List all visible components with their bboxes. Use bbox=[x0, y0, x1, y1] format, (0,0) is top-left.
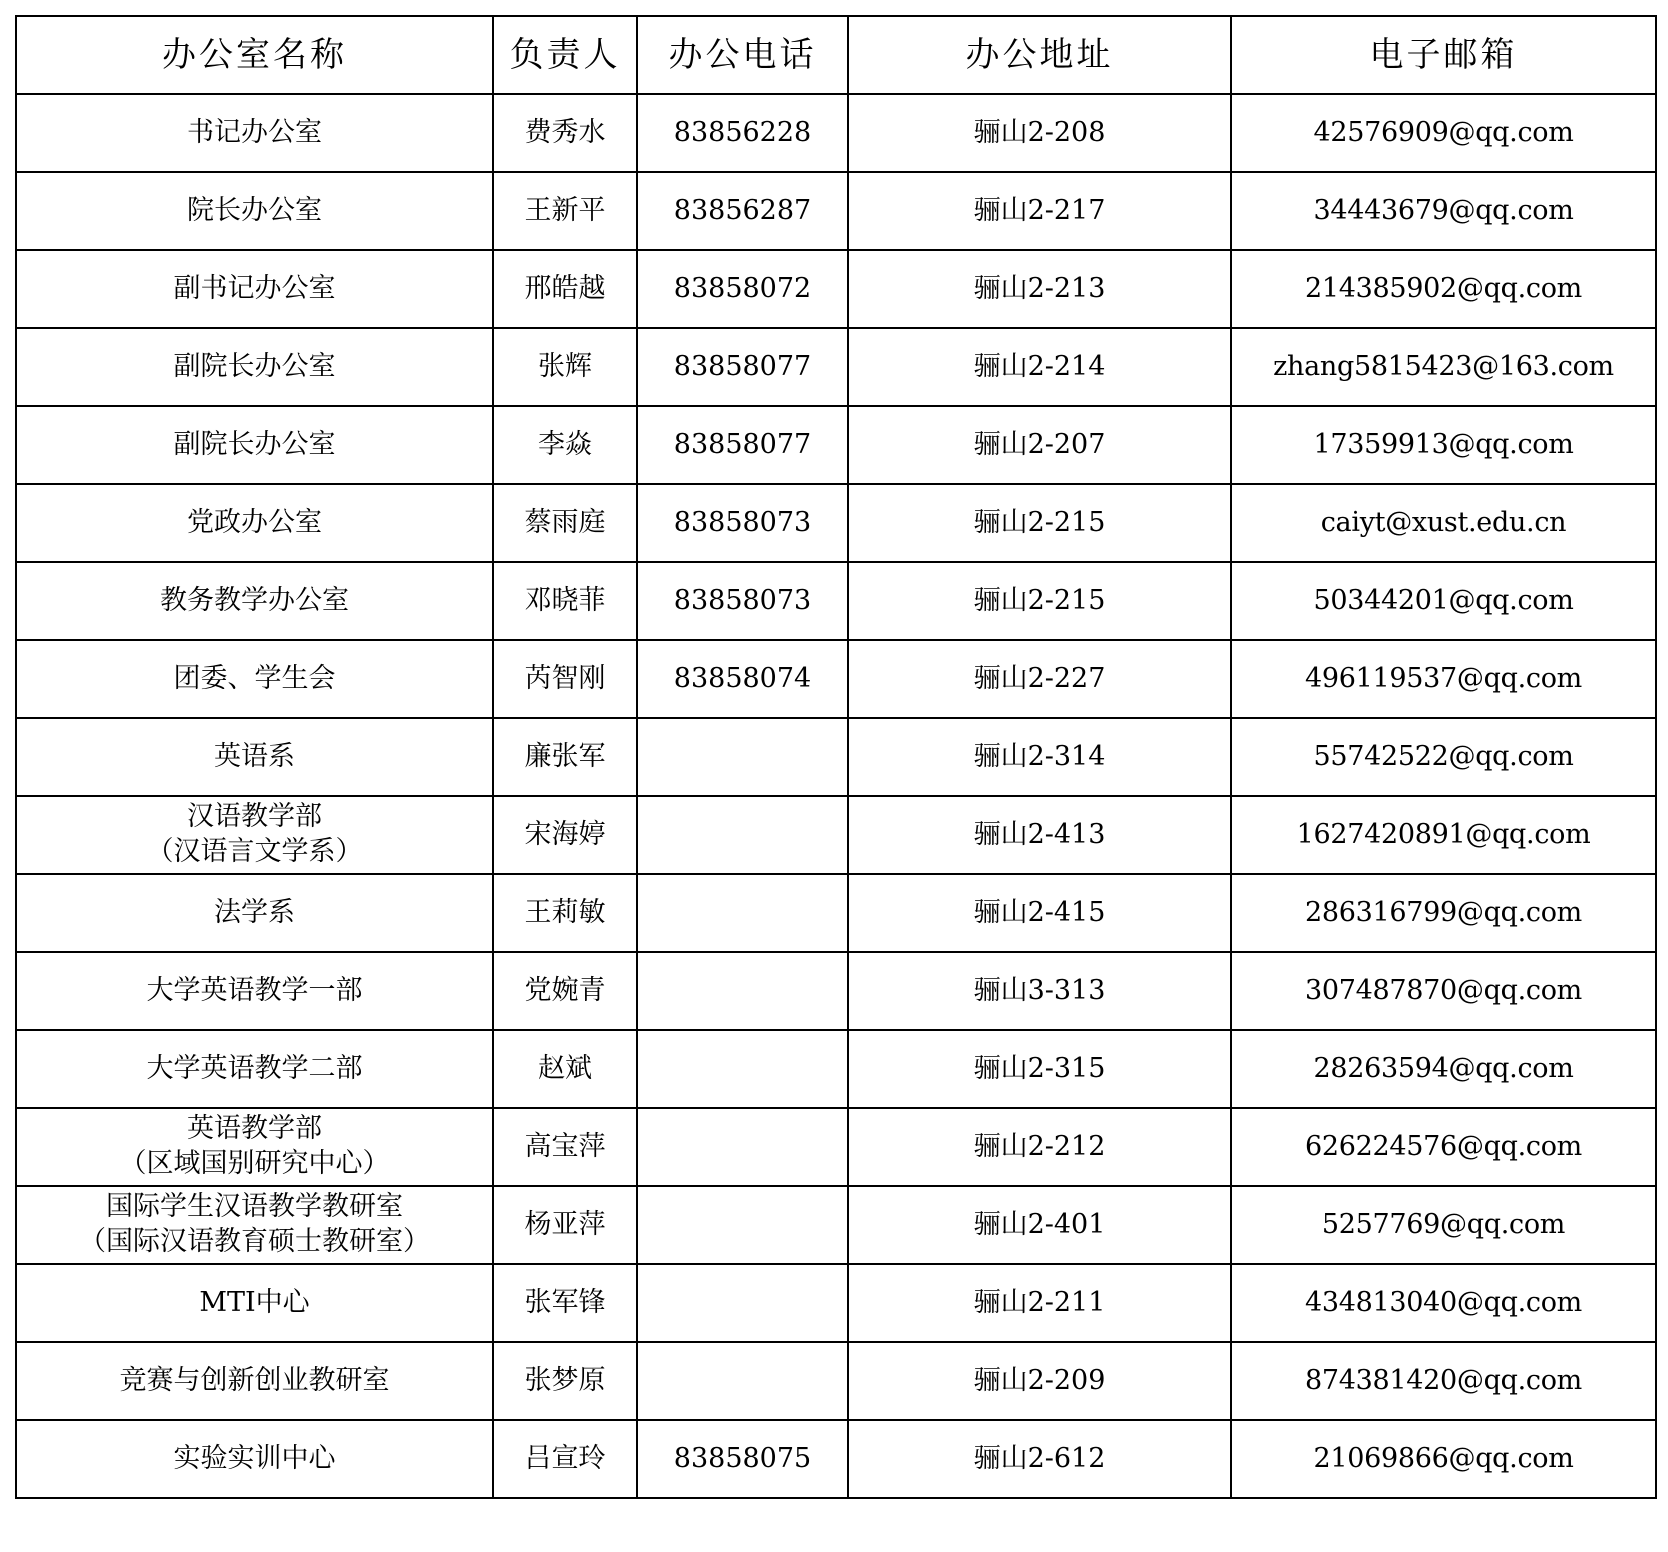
office-name-cell bbox=[16, 1420, 493, 1498]
office-name-cell bbox=[16, 1108, 493, 1186]
office-name-cell bbox=[16, 484, 493, 562]
person-in-charge-cell: 张辉 bbox=[493, 328, 637, 406]
office-address-cell: 骊山2-227 bbox=[848, 640, 1231, 718]
office-phone-cell: 83858072 bbox=[637, 250, 848, 328]
office-phone-cell: 83858073 bbox=[637, 484, 848, 562]
table-row bbox=[16, 484, 1656, 562]
office-name-line: 团委、学生会 bbox=[173, 662, 336, 694]
header-person-in-charge: 负责人 bbox=[493, 16, 637, 94]
office-name-line: 法学系 bbox=[214, 896, 295, 928]
office-address-cell: 骊山2-215 bbox=[848, 562, 1231, 640]
office-name-cell bbox=[16, 1264, 493, 1342]
table-row bbox=[16, 1030, 1656, 1108]
email-cell: 1627420891@qq.com bbox=[1231, 796, 1656, 874]
office-name-cell bbox=[16, 172, 493, 250]
person-in-charge-cell: 王莉敏 bbox=[493, 874, 637, 952]
email-cell: 50344201@qq.com bbox=[1231, 562, 1656, 640]
table-row bbox=[16, 1264, 1656, 1342]
person-in-charge-cell: 赵斌 bbox=[493, 1030, 637, 1108]
office-name-line: 书记办公室 bbox=[187, 116, 322, 148]
email-cell: 626224576@qq.com bbox=[1231, 1108, 1656, 1186]
office-address-cell: 骊山2-413 bbox=[848, 796, 1231, 874]
table-row bbox=[16, 328, 1656, 406]
office-name-cell bbox=[16, 250, 493, 328]
office-name-cell bbox=[16, 406, 493, 484]
office-address-cell: 骊山2-314 bbox=[848, 718, 1231, 796]
office-address-cell: 骊山3-313 bbox=[848, 952, 1231, 1030]
person-in-charge-cell: 高宝萍 bbox=[493, 1108, 637, 1186]
office-phone-cell: 83858073 bbox=[637, 562, 848, 640]
office-phone-cell bbox=[637, 1108, 848, 1186]
office-name-cell bbox=[16, 718, 493, 796]
office-address-cell: 骊山2-211 bbox=[848, 1264, 1231, 1342]
office-name-line: 副院长办公室 bbox=[173, 428, 336, 460]
office-name-line: （区域国别研究中心） bbox=[119, 1148, 390, 1179]
email-cell: 5257769@qq.com bbox=[1231, 1186, 1656, 1264]
email-cell: zhang5815423@163.com bbox=[1231, 328, 1656, 406]
table-row bbox=[16, 250, 1656, 328]
office-phone-cell bbox=[637, 796, 848, 874]
table-row bbox=[16, 640, 1656, 718]
person-in-charge-cell: 党婉青 bbox=[493, 952, 637, 1030]
office-phone-cell bbox=[637, 718, 848, 796]
office-name-line: 副院长办公室 bbox=[173, 350, 336, 382]
office-address-cell: 骊山2-215 bbox=[848, 484, 1231, 562]
email-cell: 17359913@qq.com bbox=[1231, 406, 1656, 484]
table-row bbox=[16, 1108, 1656, 1186]
office-phone-cell bbox=[637, 1264, 848, 1342]
table-row bbox=[16, 1420, 1656, 1498]
office-phone-cell: 83858077 bbox=[637, 406, 848, 484]
office-address-cell: 骊山2-214 bbox=[848, 328, 1231, 406]
office-address-cell: 骊山2-415 bbox=[848, 874, 1231, 952]
email-cell: 214385902@qq.com bbox=[1231, 250, 1656, 328]
office-name-line: 院长办公室 bbox=[187, 194, 322, 226]
table-row bbox=[16, 406, 1656, 484]
email-cell: 34443679@qq.com bbox=[1231, 172, 1656, 250]
email-cell: 434813040@qq.com bbox=[1231, 1264, 1656, 1342]
person-in-charge-cell: 蔡雨庭 bbox=[493, 484, 637, 562]
person-in-charge-cell: 费秀水 bbox=[493, 94, 637, 172]
person-in-charge-cell: 廉张军 bbox=[493, 718, 637, 796]
office-address-cell: 骊山2-209 bbox=[848, 1342, 1231, 1420]
table-row bbox=[16, 718, 1656, 796]
office-phone-cell bbox=[637, 952, 848, 1030]
email-cell: 28263594@qq.com bbox=[1231, 1030, 1656, 1108]
office-name-line: 英语教学部 bbox=[187, 1113, 322, 1145]
person-in-charge-cell: 宋海婷 bbox=[493, 796, 637, 874]
office-name-line: 汉语教学部 bbox=[187, 801, 322, 833]
office-phone-cell: 83856287 bbox=[637, 172, 848, 250]
table-row bbox=[16, 874, 1656, 952]
office-name-line: 大学英语教学二部 bbox=[146, 1052, 363, 1084]
office-address-cell: 骊山2-213 bbox=[848, 250, 1231, 328]
person-in-charge-cell: 邢皓越 bbox=[493, 250, 637, 328]
office-phone-cell: 83858075 bbox=[637, 1420, 848, 1498]
header-office-name: 办公室名称 bbox=[16, 16, 493, 94]
office-address-cell: 骊山2-612 bbox=[848, 1420, 1231, 1498]
office-name-cell bbox=[16, 1030, 493, 1108]
table-row bbox=[16, 172, 1656, 250]
office-address-cell: 骊山2-401 bbox=[848, 1186, 1231, 1264]
email-cell: 21069866@qq.com bbox=[1231, 1420, 1656, 1498]
person-in-charge-cell: 王新平 bbox=[493, 172, 637, 250]
office-phone-cell bbox=[637, 1030, 848, 1108]
email-cell: 874381420@qq.com bbox=[1231, 1342, 1656, 1420]
office-name-cell bbox=[16, 1186, 493, 1264]
office-name-line: 英语系 bbox=[214, 740, 295, 772]
office-name-line: （汉语言文学系） bbox=[146, 836, 363, 867]
office-name-cell bbox=[16, 796, 493, 874]
office-name-cell bbox=[16, 952, 493, 1030]
header-email: 电子邮箱 bbox=[1231, 16, 1656, 94]
table-row bbox=[16, 562, 1656, 640]
email-cell: caiyt@xust.edu.cn bbox=[1231, 484, 1656, 562]
header-office-phone: 办公电话 bbox=[637, 16, 848, 94]
email-cell: 496119537@qq.com bbox=[1231, 640, 1656, 718]
person-in-charge-cell: 芮智刚 bbox=[493, 640, 637, 718]
office-address-cell: 骊山2-212 bbox=[848, 1108, 1231, 1186]
table-row bbox=[16, 952, 1656, 1030]
office-name-line: 竞赛与创新创业教研室 bbox=[119, 1364, 390, 1396]
office-name-line: 国际学生汉语教学教研室 bbox=[106, 1191, 403, 1223]
person-in-charge-cell: 杨亚萍 bbox=[493, 1186, 637, 1264]
office-contact-table bbox=[15, 15, 1657, 1499]
table-row bbox=[16, 1342, 1656, 1420]
person-in-charge-cell: 李焱 bbox=[493, 406, 637, 484]
office-phone-cell: 83858074 bbox=[637, 640, 848, 718]
office-name-line: （国际汉语教育硕士教研室） bbox=[79, 1226, 430, 1257]
table-row bbox=[16, 1186, 1656, 1264]
office-name-cell bbox=[16, 874, 493, 952]
office-name-cell bbox=[16, 640, 493, 718]
email-cell: 42576909@qq.com bbox=[1231, 94, 1656, 172]
office-name-cell bbox=[16, 94, 493, 172]
email-cell: 307487870@qq.com bbox=[1231, 952, 1656, 1030]
office-address-cell: 骊山2-208 bbox=[848, 94, 1231, 172]
header-row bbox=[16, 16, 1656, 94]
office-phone-cell bbox=[637, 1186, 848, 1264]
email-cell: 286316799@qq.com bbox=[1231, 874, 1656, 952]
office-name-cell bbox=[16, 328, 493, 406]
office-name-line: 教务教学办公室 bbox=[160, 584, 349, 616]
office-name-line: 副书记办公室 bbox=[173, 272, 336, 304]
table-row bbox=[16, 94, 1656, 172]
office-name-line: MTI中心 bbox=[199, 1286, 310, 1318]
email-cell: 55742522@qq.com bbox=[1231, 718, 1656, 796]
person-in-charge-cell: 吕宣玲 bbox=[493, 1420, 637, 1498]
person-in-charge-cell: 张梦原 bbox=[493, 1342, 637, 1420]
office-phone-cell bbox=[637, 874, 848, 952]
office-address-cell: 骊山2-207 bbox=[848, 406, 1231, 484]
office-name-line: 实验实训中心 bbox=[173, 1442, 336, 1474]
office-name-cell bbox=[16, 1342, 493, 1420]
office-phone-cell: 83856228 bbox=[637, 94, 848, 172]
office-name-cell bbox=[16, 562, 493, 640]
office-phone-cell: 83858077 bbox=[637, 328, 848, 406]
office-address-cell: 骊山2-217 bbox=[848, 172, 1231, 250]
table-body bbox=[16, 94, 1656, 1498]
person-in-charge-cell: 张军锋 bbox=[493, 1264, 637, 1342]
office-name-line: 大学英语教学一部 bbox=[146, 974, 363, 1006]
office-phone-cell bbox=[637, 1342, 848, 1420]
office-name-line: 党政办公室 bbox=[187, 506, 322, 538]
header-office-address: 办公地址 bbox=[848, 16, 1231, 94]
person-in-charge-cell: 邓晓菲 bbox=[493, 562, 637, 640]
table-row bbox=[16, 796, 1656, 874]
office-address-cell: 骊山2-315 bbox=[848, 1030, 1231, 1108]
